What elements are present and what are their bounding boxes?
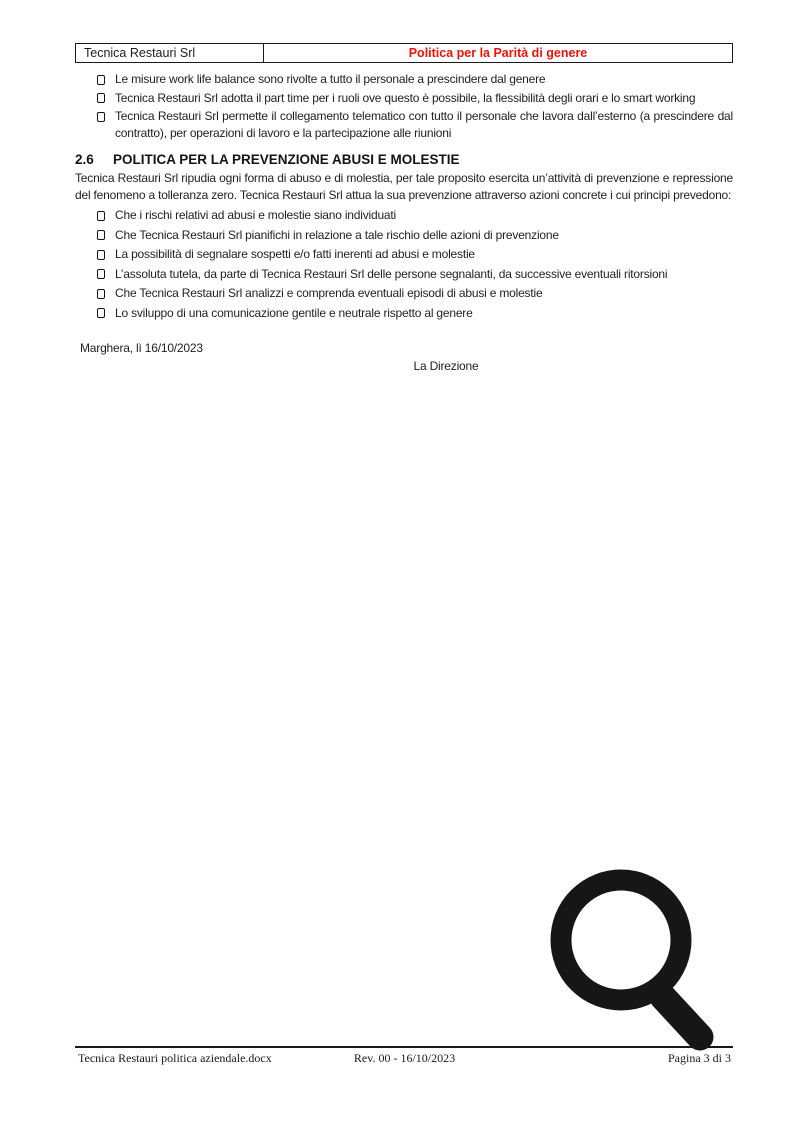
list-item-text: Che i rischi relativi ad abusi e molestie siano individuati (115, 208, 397, 222)
header-doc-title: Politica per la Parità di genere (408, 46, 588, 60)
header-company: Tecnica Restauri Srl (76, 44, 264, 62)
list-item-text: Lo sviluppo di una comunicazione gentile e neutrale rispetto al genere (115, 305, 473, 320)
section-heading (75, 151, 733, 168)
list-item (75, 227, 733, 244)
list-item-text: Che Tecnica Restauri Srl pianifichi in relazione a tale rischio delle azioni di prevenzione (115, 227, 559, 242)
list-item-text: La possibilità di segnalare sospetti e/o fatti inerenti ad abusi e molestie (115, 247, 475, 261)
list-item-text: Che Tecnica Restauri Srl analizzi e comprenda eventuali episodi di abusi e molestie (115, 286, 543, 300)
list-item-text: Tecnica Restauri Srl permette il collegamento telematico con tutto il personale che lavora dall’esterno (a prescindere dal contratto), per operazioni di lavoro e la partecipazione alle riunioni (115, 109, 733, 140)
list-item (75, 71, 733, 88)
footer-filename: Tecnica Restauri politica aziendale.docx (78, 1051, 272, 1065)
worklife-measures-list (75, 71, 733, 142)
footer-page-info: Pagina 3 di 3 (668, 1051, 731, 1065)
checkbox-bullet-icon (97, 112, 105, 122)
signature: La Direzione (413, 358, 479, 373)
page-footer (75, 1046, 733, 1066)
checkbox-bullet-icon (97, 93, 105, 103)
magnifier-icon (540, 855, 740, 1055)
section-title: POLITICA PER LA PREVENZIONE ABUSI E MOLESTIE (113, 152, 460, 167)
checkbox-bullet-icon (97, 75, 105, 85)
list-item-text: L’assoluta tutela, da parte di Tecnica Restauri Srl delle persone segnalanti, da successive eventuali ritorsioni (115, 266, 668, 281)
list-item (75, 266, 733, 283)
checkbox-bullet-icon (97, 230, 105, 240)
list-item-text: Le misure work life balance sono rivolte a tutto il personale a prescindere dal genere (115, 72, 546, 86)
list-item (75, 90, 733, 107)
checkbox-bullet-icon (97, 269, 105, 279)
section-paragraph: Tecnica Restauri Srl ripudia ogni forma di abuso e di molestia, per tale proposito esercita un’attività di prevenzione e repressione del fenomeno a tolleranza zero. Tecnica Restauri Srl attua la sua prevenzione attraverso azioni concrete i cui principi prevedono: (75, 171, 733, 202)
list-item (75, 285, 733, 302)
list-item (75, 305, 733, 322)
checkbox-bullet-icon (97, 308, 105, 318)
checkbox-bullet-icon (97, 211, 105, 221)
document-body (75, 71, 733, 375)
checkbox-bullet-icon (97, 289, 105, 299)
list-item (75, 207, 733, 224)
section-number: 2.6 (75, 152, 94, 167)
checkbox-bullet-icon (97, 250, 105, 260)
list-item (75, 108, 733, 142)
magnifier-icon-svg (540, 855, 740, 1055)
list-item-text: Tecnica Restauri Srl adotta il part time per i ruoli ove questo è possibile, la flessibilità degli orari e lo smart working (115, 90, 696, 105)
place-date: Marghera, lì 16/10/2023 (80, 340, 203, 355)
document-header (75, 43, 733, 63)
prevention-principles-list (75, 207, 733, 322)
list-item (75, 246, 733, 263)
footer-revision: Rev. 00 - 16/10/2023 (353, 1051, 456, 1065)
